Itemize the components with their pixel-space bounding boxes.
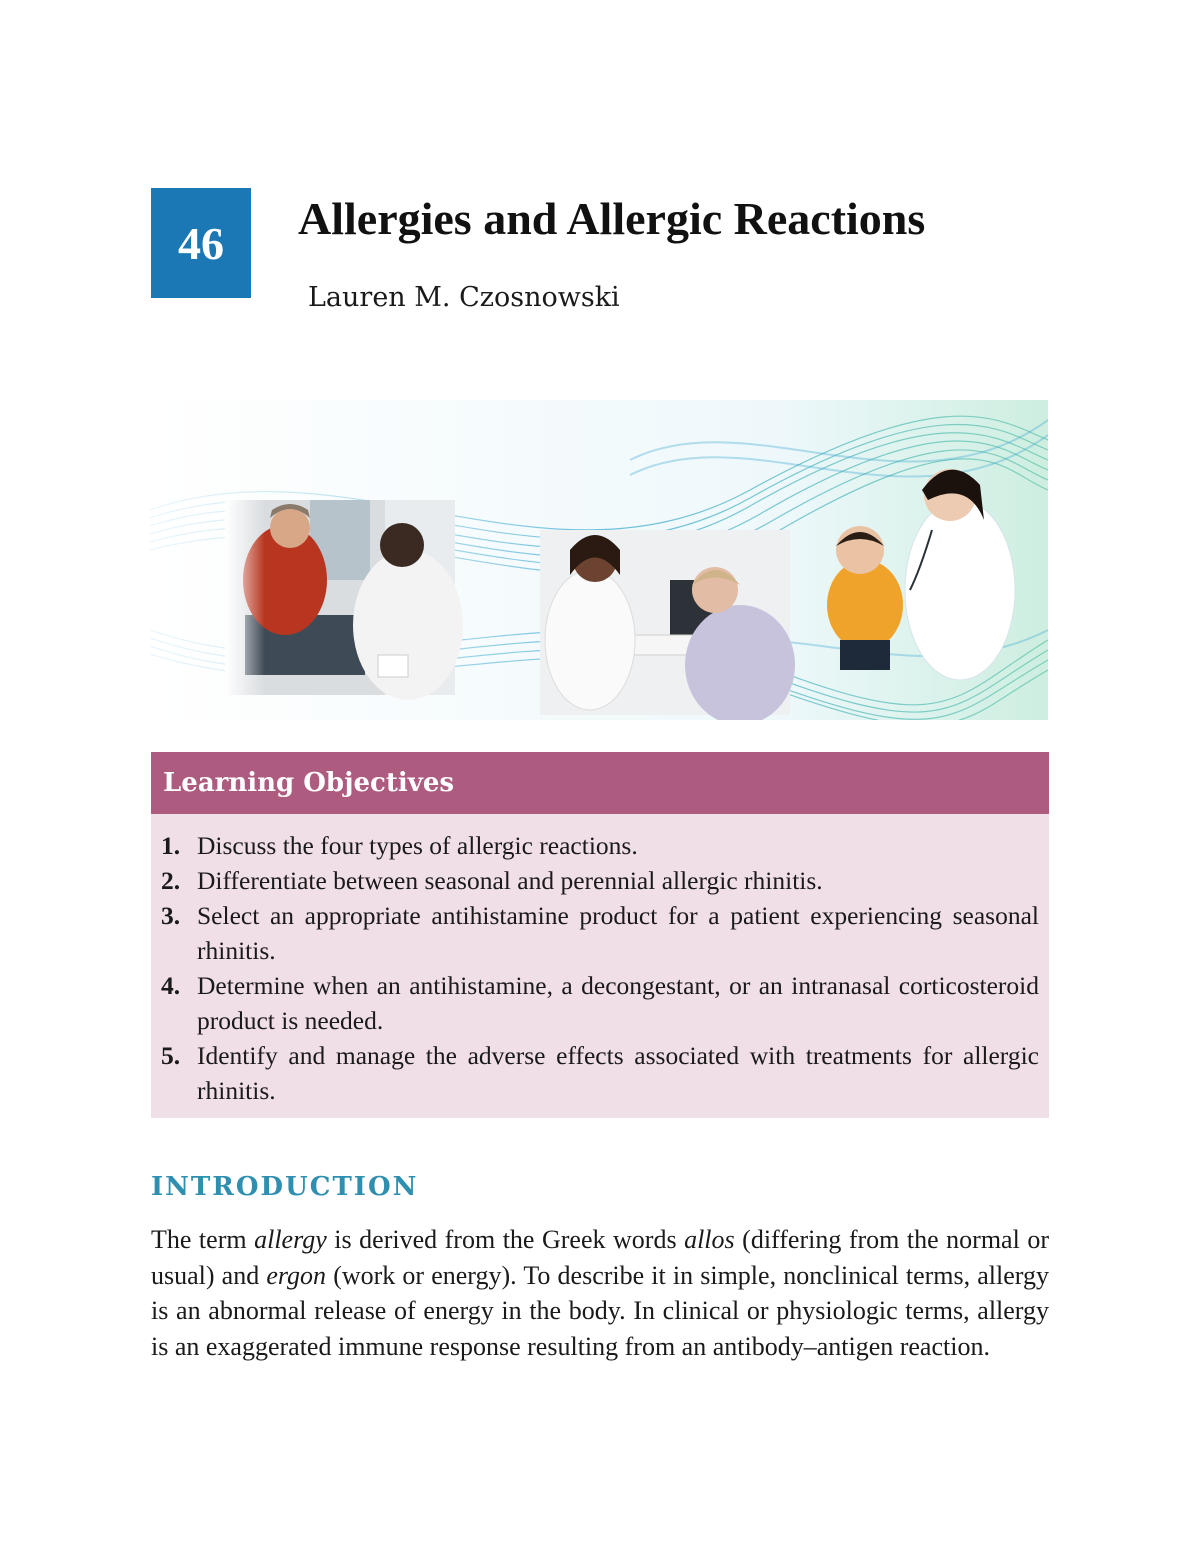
intro-text-3: (differing from the normal or usual) and	[151, 1225, 1049, 1290]
term-ergon: ergon	[266, 1260, 327, 1290]
scene-pharmacy	[540, 530, 795, 720]
objective-item	[161, 898, 1039, 968]
objective-number: 5.	[161, 1041, 181, 1070]
introduction-paragraph	[151, 1222, 1049, 1364]
term-allos: allos	[684, 1225, 735, 1254]
chapter-author: Lauren M. Czosnowski	[308, 282, 620, 313]
objective-item	[161, 828, 1039, 863]
learning-objectives-list	[151, 814, 1049, 1108]
intro-text-2: is derived from the Greek words	[326, 1225, 685, 1254]
chapter-number-badge	[151, 188, 251, 298]
objective-item	[161, 968, 1039, 1038]
objective-text: Differentiate between seasonal and perennial allergic rhinitis.	[197, 866, 823, 895]
objective-number: 4.	[161, 971, 181, 1000]
term-allergy: allergy	[254, 1225, 327, 1254]
introduction-heading: INTRODUCTION	[151, 1172, 419, 1202]
chapter-number: 46	[178, 217, 224, 269]
objective-number: 2.	[161, 866, 181, 895]
chapter-banner-image	[150, 400, 1048, 720]
objective-item	[161, 863, 1039, 898]
objective-text: Select an appropriate antihistamine product for a patient experiencing seasonal rhinitis.	[197, 901, 1039, 965]
intro-text-1: The term	[151, 1225, 255, 1254]
objective-text: Discuss the four types of allergic reactions.	[197, 831, 638, 860]
objective-text: Determine when an antihistamine, a decongestant, or an intranasal corticosteroid product is needed.	[197, 971, 1039, 1035]
objective-item	[161, 1038, 1039, 1108]
learning-objectives-heading: Learning Objectives	[151, 752, 1049, 814]
learning-objectives-box	[151, 752, 1049, 1118]
objective-text: Identify and manage the adverse effects associated with treatments for allergic rhinitis.	[197, 1041, 1039, 1105]
chapter-title: Allergies and Allergic Reactions	[298, 193, 926, 244]
objective-number: 1.	[161, 831, 181, 860]
intro-text-4: (work or energy). To describe it in simple, nonclinical terms, allergy is an abnormal release of energy in the body. In clinical or physiologic terms, allergy is an exaggerated immune response resulting from an antibody–antigen reaction.	[151, 1260, 1049, 1361]
objective-number: 3.	[161, 901, 181, 930]
